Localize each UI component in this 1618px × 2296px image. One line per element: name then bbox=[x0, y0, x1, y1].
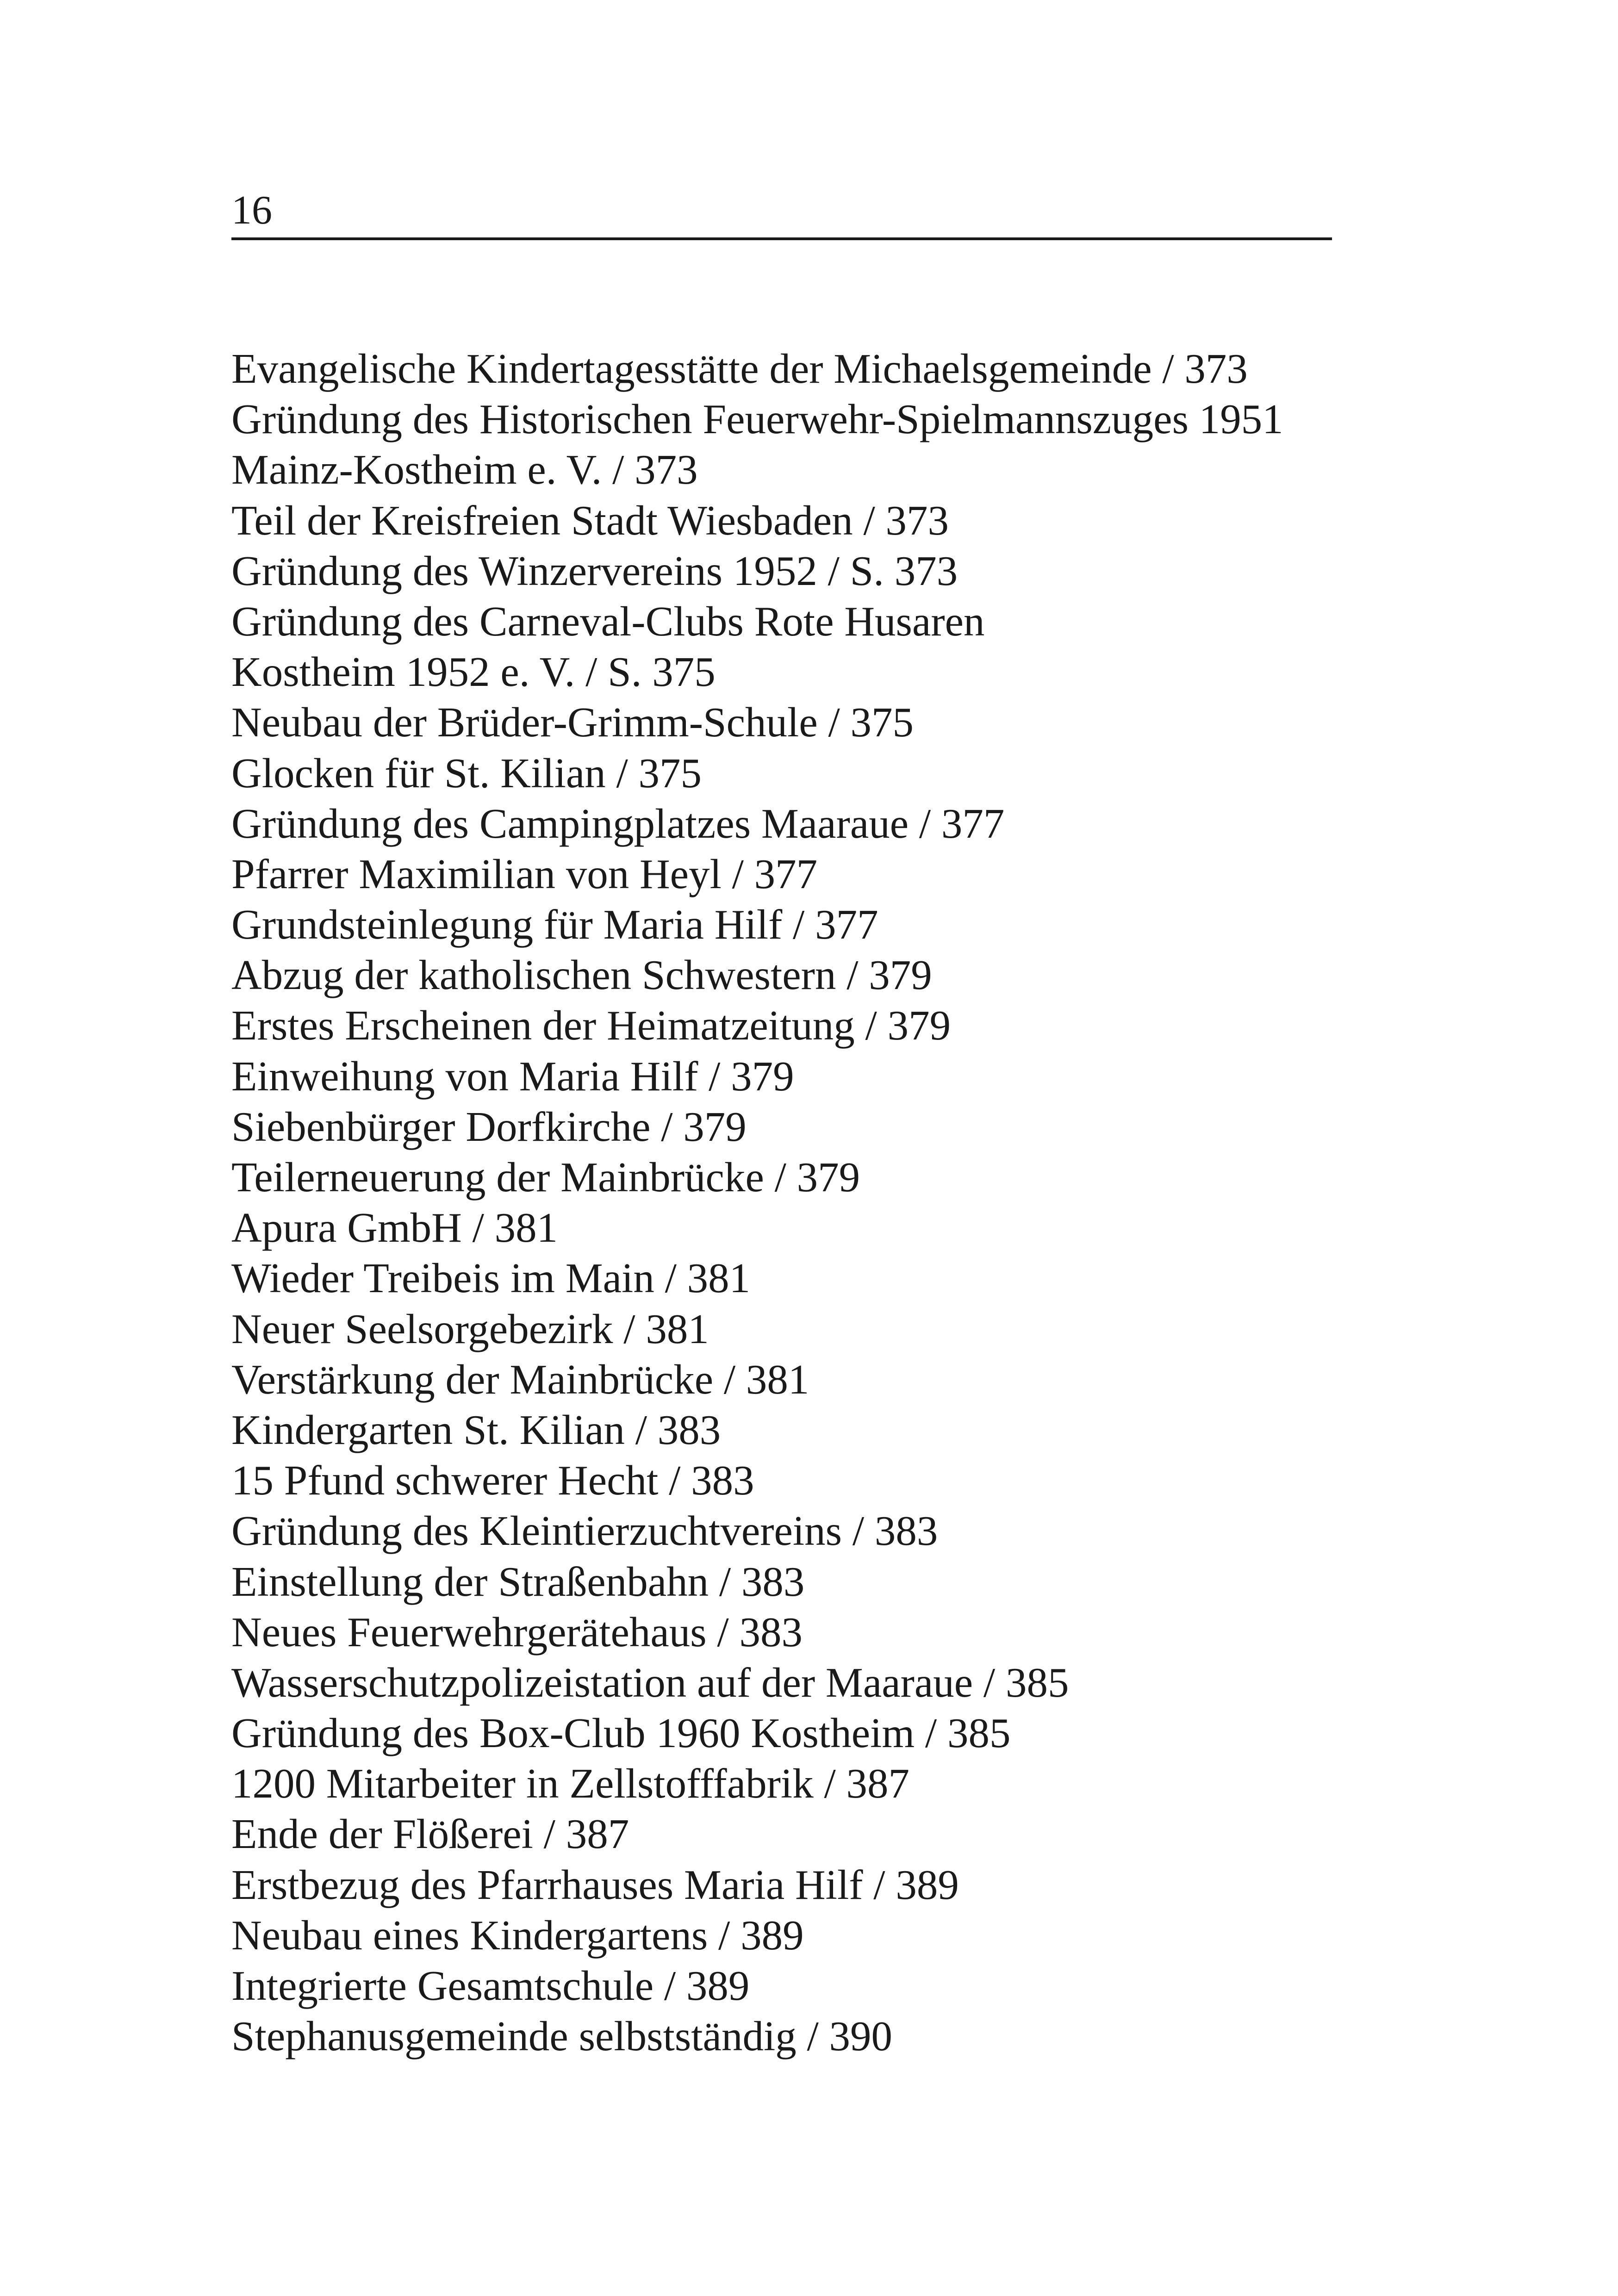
toc-entry: Grundsteinlegung für Maria Hilf / 377 bbox=[231, 901, 878, 948]
page-header bbox=[231, 178, 1332, 240]
toc-entry: Wasserschutzpolizeistation auf der Maaraue / 385 bbox=[231, 1659, 1069, 1706]
toc-entry: Einweihung von Maria Hilf / 379 bbox=[231, 1052, 794, 1100]
toc-entry: 15 Pfund schwerer Hecht / 383 bbox=[231, 1457, 754, 1504]
toc-entry: Gründung des Carneval-Clubs Rote Husaren bbox=[231, 597, 985, 645]
toc-entry: Einstellung der Straßenbahn / 383 bbox=[231, 1558, 805, 1605]
toc-entry: Ende der Flößerei / 387 bbox=[231, 1811, 629, 1858]
toc-entry: Stephanusgemeinde selbstständig / 390 bbox=[231, 2013, 893, 2060]
toc-entry: Neues Feuerwehrgerätehaus / 383 bbox=[231, 1608, 803, 1655]
toc-entry: Glocken für St. Kilian / 375 bbox=[231, 749, 702, 796]
toc-entry: Gründung des Campingplatzes Maaraue / 377 bbox=[231, 800, 1005, 847]
toc-entry: Erstes Erscheinen der Heimatzeitung / 379 bbox=[231, 1002, 951, 1049]
toc-entry: Apura GmbH / 381 bbox=[231, 1204, 558, 1251]
toc-entry: Teilerneuerung der Mainbrücke / 379 bbox=[231, 1154, 860, 1201]
toc-entry: Neubau der Brüder-Grimm-Schule / 375 bbox=[231, 699, 914, 746]
toc-entry: Gründung des Box-Club 1960 Kostheim / 385 bbox=[231, 1710, 1011, 1757]
toc-list bbox=[231, 343, 1351, 2061]
toc-entry: Wieder Treibeis im Main / 381 bbox=[231, 1255, 751, 1302]
toc-entry: Neuer Seelsorgebezirk / 381 bbox=[231, 1305, 709, 1352]
toc-entry: Abzug der katholischen Schwestern / 379 bbox=[231, 952, 932, 999]
toc-entry: Kindergarten St. Kilian / 383 bbox=[231, 1406, 721, 1453]
toc-entry: Neubau eines Kindergartens / 389 bbox=[231, 1911, 804, 1959]
toc-entry: Gründung des Winzervereins 1952 / S. 373 bbox=[231, 547, 958, 594]
toc-entry: Pfarrer Maximilian von Heyl / 377 bbox=[231, 850, 818, 897]
toc-entry: Erstbezug des Pfarrhauses Maria Hilf / 389 bbox=[231, 1861, 959, 1908]
toc-entry: Evangelische Kindertagesstätte der Michaelsgemeinde / 373 bbox=[231, 345, 1248, 392]
toc-entry: 1200 Mitarbeiter in Zellstofffabrik / 387 bbox=[231, 1760, 909, 1807]
toc-entry: Siebenbürger Dorfkirche / 379 bbox=[231, 1103, 747, 1150]
toc-entry: Verstärkung der Mainbrücke / 381 bbox=[231, 1356, 809, 1403]
toc-entry: Mainz-Kostheim e. V. / 373 bbox=[231, 446, 698, 493]
toc-entry: Gründung des Historischen Feuerwehr-Spielmannszuges 1951 bbox=[231, 396, 1283, 443]
toc-entry: Integrierte Gesamtschule / 389 bbox=[231, 1962, 750, 2009]
toc-entry: Teil der Kreisfreien Stadt Wiesbaden / 373 bbox=[231, 497, 949, 544]
toc-entry: Kostheim 1952 e. V. / S. 375 bbox=[231, 648, 716, 696]
page-number: 16 bbox=[231, 188, 272, 233]
toc-entry: Gründung des Kleintierzuchtvereins / 383 bbox=[231, 1507, 938, 1555]
